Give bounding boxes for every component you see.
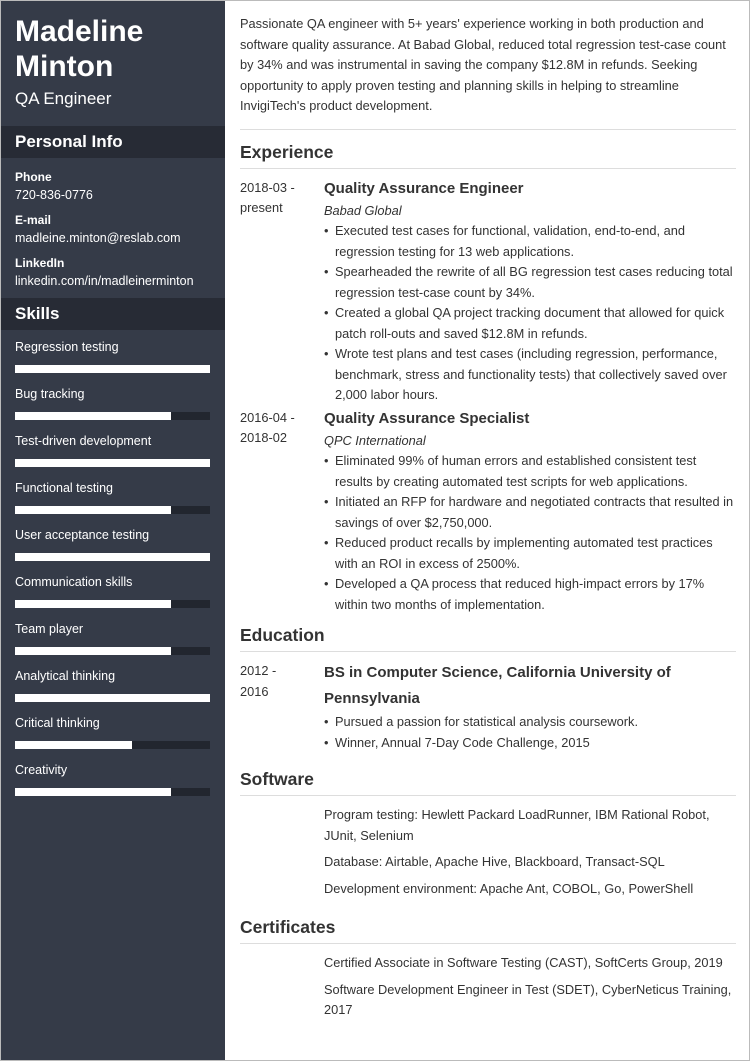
- skill-item: [15, 479, 210, 526]
- skill-item: [15, 667, 210, 714]
- job-bullet: • Spearheaded the rewrite of all BG regression test cases reducing total regression test-case count by 34%.: [324, 262, 736, 303]
- skill-item: [15, 338, 210, 385]
- job-body: [324, 408, 736, 616]
- skill-label: Team player: [15, 622, 84, 636]
- job-date-start: 2016-04 -: [240, 409, 295, 425]
- skill-label: Test-driven development: [15, 434, 152, 448]
- job-title: Quality Assurance Specialist: [324, 409, 530, 427]
- skill-level-bar: [15, 788, 210, 796]
- software-heading: Software: [240, 767, 736, 796]
- skill-label: Critical thinking: [15, 716, 100, 730]
- summary: Passionate QA engineer with 5+ years' experience working in both production and software quality assurance. At Babad Global, reduced total regression test-case count by 34% and was instrumental in saving the company $12.8M in refunds. Seeking opportunity to apply proven testing and planning skills in helping to streamline InvigiTech's product development.: [240, 14, 736, 130]
- education-bullets: [324, 712, 736, 753]
- sidebar: [0, 0, 225, 1061]
- skill-level-fill: [15, 600, 171, 608]
- skill-level-fill: [15, 412, 171, 420]
- skill-level-fill: [15, 365, 210, 373]
- job-bullet: • Created a global QA project tracking document that allowed for quick patch roll-outs and saved $12.8M in refunds.: [324, 303, 736, 344]
- skill-item: [15, 620, 210, 667]
- job-bullet: • Reduced product recalls by implementing automated test practices with an ROI in excess of 2500%.: [324, 533, 736, 574]
- contact-value: madleine.minton@reslab.com: [15, 231, 181, 245]
- software-item: Database: Airtable, Apache Hive, Blackboard, Transact-SQL: [324, 854, 665, 869]
- skill-level-bar: [15, 647, 210, 655]
- skill-level-bar: [15, 600, 210, 608]
- job-date-end: present: [240, 200, 283, 215]
- skill-label: User acceptance testing: [15, 528, 150, 542]
- job-date: [240, 408, 324, 616]
- experience-list: [240, 178, 736, 616]
- skill-item: [15, 385, 210, 432]
- contact-value: 720-836-0776: [15, 188, 93, 202]
- skill-level-bar: [15, 506, 210, 514]
- skill-item: [15, 714, 210, 761]
- job-company: Babad Global: [324, 202, 402, 218]
- skill-label: Functional testing: [15, 481, 113, 495]
- job-entry: [240, 178, 736, 406]
- job-bullet: • Eliminated 99% of human errors and established consistent test results by creating automated test scripts for web applications.: [324, 451, 736, 492]
- experience-heading: Experience: [240, 140, 736, 169]
- skill-level-fill: [15, 741, 132, 749]
- main-content: [240, 14, 736, 1027]
- job-body: [324, 178, 736, 406]
- job-company: QPC International: [324, 432, 426, 448]
- skill-level-bar: [15, 412, 210, 420]
- candidate-name: Madeline Minton: [15, 15, 144, 83]
- skill-label: Bug tracking: [15, 387, 85, 401]
- education-bullet: • Pursued a passion for statistical analysis coursework.: [324, 712, 736, 733]
- skill-label: Communication skills: [15, 575, 133, 589]
- certificate-item: Software Development Engineer in Test (SDET), CyberNeticus Training, 2017: [324, 981, 732, 1017]
- skill-level-fill: [15, 788, 171, 796]
- job-entry: [240, 408, 736, 616]
- software-list: [324, 805, 736, 905]
- skill-level-bar: [15, 459, 210, 467]
- skill-item: [15, 526, 210, 573]
- skill-level-bar: [15, 741, 210, 749]
- skill-level-fill: [15, 553, 210, 561]
- job-bullets: [324, 451, 736, 615]
- contact-label: LinkedIn: [15, 256, 65, 270]
- skill-level-bar: [15, 365, 210, 373]
- job-bullet: • Developed a QA process that reduced high-impact errors by 17% within two months of implementation.: [324, 574, 736, 615]
- software-item: Development environment: Apache Ant, COBOL, Go, PowerShell: [324, 880, 694, 896]
- personal-info-heading: Personal Info: [0, 126, 225, 158]
- skill-level-fill: [15, 694, 210, 702]
- personal-info: [0, 158, 225, 291]
- job-bullet: • Wrote test plans and test cases (including regression, performance, benchmark, stress and functionality tests) that collectively saved over 2,000 labor hours.: [324, 344, 736, 406]
- candidate-role: QA Engineer: [15, 89, 112, 108]
- certificates-list: [324, 953, 736, 1027]
- skill-label: Creativity: [15, 763, 68, 777]
- job-date-start: 2018-03 -: [240, 179, 295, 195]
- contact-label: E-mail: [15, 213, 52, 227]
- skill-item: [15, 761, 210, 808]
- skill-level-bar: [15, 553, 210, 561]
- certificates-heading: Certificates: [240, 915, 736, 944]
- contact-label: Phone: [15, 170, 52, 184]
- education-bullet: • Winner, Annual 7-Day Code Challenge, 2015: [324, 733, 736, 754]
- job-date: [240, 178, 324, 406]
- skill-level-fill: [15, 459, 210, 467]
- skill-label: Analytical thinking: [15, 669, 116, 683]
- job-date-end: 2018-02: [240, 430, 287, 445]
- job-bullet: • Executed test cases for functional, validation, end-to-end, and regression testing for 13 web applications.: [324, 221, 736, 262]
- contact-value: linkedin.com/in/madleinerminton: [15, 274, 194, 288]
- education-entry: [240, 661, 736, 753]
- software-item: Program testing: Hewlett Packard LoadRunner, IBM Rational Robot, JUnit, Selenium: [324, 807, 710, 843]
- skill-level-fill: [15, 506, 171, 514]
- skills-list: [0, 330, 225, 808]
- skill-level-bar: [15, 694, 210, 702]
- education-title: BS in Computer Science, California University of Pennsylvania: [324, 664, 671, 707]
- job-title: Quality Assurance Engineer: [324, 179, 524, 197]
- skill-item: [15, 573, 210, 620]
- job-bullets: [324, 221, 736, 406]
- skill-label: Regression testing: [15, 340, 119, 354]
- skill-item: [15, 432, 210, 479]
- education-heading: Education: [240, 623, 736, 652]
- job-bullet: • Initiated an RFP for hardware and negotiated contracts that resulted in savings of over $2,750,000.: [324, 492, 736, 533]
- certificate-item: Certified Associate in Software Testing (CAST), SoftCerts Group, 2019: [324, 955, 723, 970]
- skills-heading: Skills: [0, 298, 225, 330]
- education-date: 2012 - 2016: [240, 663, 277, 699]
- skill-level-fill: [15, 647, 171, 655]
